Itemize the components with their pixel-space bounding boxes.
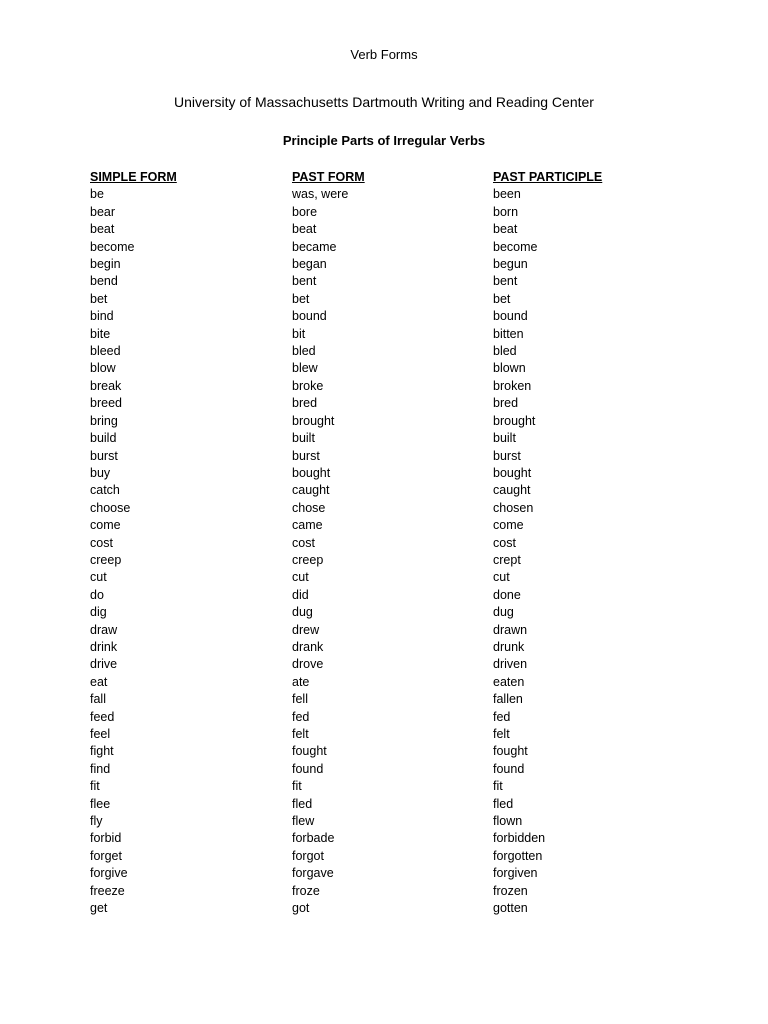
simple-form-cell: breed: [90, 396, 122, 411]
table-row: [90, 360, 690, 377]
past-participle-cell: fit: [493, 779, 503, 794]
past-form-cell: bore: [292, 204, 318, 219]
past-form-cell: froze: [292, 883, 320, 898]
past-form-cell: bought: [292, 465, 331, 480]
past-participle-cell: become: [493, 239, 538, 254]
past-participle-cell: gotten: [493, 901, 528, 916]
table-row: [90, 221, 690, 238]
table-row: [90, 239, 690, 256]
past-participle-cell: blown: [493, 361, 526, 376]
simple-form-cell: fly: [90, 814, 103, 829]
simple-form-cell: forbid: [90, 831, 122, 846]
past-participle-cell: frozen: [493, 883, 528, 898]
simple-form-cell: forget: [90, 848, 122, 863]
past-form-cell: caught: [292, 483, 330, 498]
header-past-participle: PAST PARTICIPLE: [493, 170, 603, 184]
simple-form-cell: beat: [90, 222, 115, 237]
simple-form-cell: freeze: [90, 883, 125, 898]
past-form-cell: got: [292, 901, 310, 916]
table-row: [90, 273, 690, 290]
simple-form-cell: eat: [90, 674, 108, 689]
past-form-cell: creep: [292, 552, 324, 567]
table-row: [90, 413, 690, 430]
past-participle-cell: come: [493, 518, 524, 533]
past-participle-cell: fought: [493, 744, 528, 759]
past-participle-cell: fled: [493, 796, 514, 811]
simple-form-cell: get: [90, 901, 108, 916]
past-form-cell: flew: [292, 814, 315, 829]
simple-form-cell: flee: [90, 796, 111, 811]
table-row: [90, 604, 690, 621]
table-row: [90, 326, 690, 343]
table-row: [90, 796, 690, 813]
simple-form-cell: be: [90, 187, 104, 202]
simple-form-cell: build: [90, 431, 117, 446]
simple-form-cell: feel: [90, 727, 111, 741]
past-form-cell: cut: [292, 570, 309, 585]
table-row: [90, 778, 690, 795]
past-form-cell: broke: [292, 378, 324, 393]
simple-form-cell: bind: [90, 309, 114, 324]
table-row: [90, 465, 690, 482]
simple-form-cell: come: [90, 518, 121, 533]
past-form-cell: fit: [292, 779, 302, 794]
past-participle-cell: found: [493, 761, 525, 776]
past-participle-cell: broken: [493, 378, 532, 393]
past-form-cell: forbade: [292, 831, 335, 846]
simple-form-cell: burst: [90, 448, 118, 463]
simple-form-cell: catch: [90, 483, 120, 498]
past-participle-cell: beat: [493, 222, 518, 237]
simple-form-cell: blow: [90, 361, 116, 376]
past-form-cell: forgot: [292, 848, 324, 863]
simple-form-cell: creep: [90, 552, 122, 567]
simple-form-cell: bear: [90, 204, 116, 219]
past-participle-cell: bound: [493, 309, 528, 324]
table-row: [90, 622, 690, 639]
past-participle-cell: fed: [493, 709, 511, 724]
past-participle-cell: forbidden: [493, 831, 546, 846]
past-form-cell: bit: [292, 326, 306, 341]
table-row: [90, 848, 690, 865]
organization-title: University of Massachusetts Dartmouth Writing and Reading Center: [174, 94, 594, 110]
simple-form-cell: cut: [90, 570, 107, 585]
table-row: [90, 743, 690, 760]
past-form-cell: felt: [292, 727, 309, 741]
past-participle-cell: built: [493, 431, 516, 446]
past-participle-cell: driven: [493, 657, 528, 672]
past-participle-cell: bitten: [493, 326, 524, 341]
table-row: [90, 674, 690, 691]
table-row: [90, 308, 690, 325]
simple-form-cell: cost: [90, 535, 113, 550]
table-row: [90, 587, 690, 604]
past-participle-cell: brought: [493, 413, 536, 428]
simple-form-cell: fall: [90, 692, 106, 707]
past-form-cell: fed: [292, 709, 310, 724]
past-participle-cell: crept: [493, 552, 521, 567]
table-row: [90, 726, 690, 743]
simple-form-cell: draw: [90, 622, 118, 637]
past-form-cell: found: [292, 761, 324, 776]
simple-form-cell: bring: [90, 413, 118, 428]
simple-form-cell: bleed: [90, 344, 121, 359]
table-row: [90, 378, 690, 395]
simple-form-cell: drink: [90, 639, 118, 654]
simple-form-cell: dig: [90, 605, 107, 620]
past-participle-cell: eaten: [493, 674, 525, 689]
header-simple-form: SIMPLE FORM: [90, 170, 177, 184]
past-participle-cell: begun: [493, 257, 528, 272]
past-participle-cell: forgiven: [493, 866, 538, 881]
past-participle-cell: flown: [493, 814, 523, 829]
past-form-cell: forgave: [292, 866, 334, 881]
header-past-form: PAST FORM: [292, 170, 365, 184]
past-form-cell: bred: [292, 396, 318, 411]
past-participle-cell: done: [493, 587, 521, 602]
past-participle-cell: bled: [493, 344, 517, 359]
table-row: [90, 291, 690, 308]
table-row: [90, 395, 690, 412]
past-form-cell: burst: [292, 448, 320, 463]
table-row: [90, 639, 690, 656]
simple-form-cell: drive: [90, 657, 118, 672]
past-form-cell: began: [292, 257, 327, 272]
past-participle-cell: dug: [493, 605, 514, 620]
past-participle-cell: forgotten: [493, 848, 543, 863]
simple-form-cell: begin: [90, 257, 121, 272]
past-form-cell: bent: [292, 274, 317, 289]
table-row: [90, 865, 690, 882]
table-row: [90, 186, 690, 203]
table-row: [90, 830, 690, 847]
past-form-cell: ate: [292, 674, 310, 689]
table-row: [90, 761, 690, 778]
table-row: [90, 900, 690, 917]
simple-form-cell: become: [90, 239, 135, 254]
table-row: [90, 343, 690, 360]
table-row: [90, 482, 690, 499]
past-form-cell: was, were: [292, 187, 349, 202]
section-title: Principle Parts of Irregular Verbs: [282, 133, 486, 148]
past-participle-cell: bred: [493, 396, 519, 411]
simple-form-cell: bet: [90, 291, 108, 306]
table-row: [90, 552, 690, 569]
past-participle-cell: burst: [493, 448, 521, 463]
past-form-cell: cost: [292, 535, 315, 550]
simple-form-cell: forgive: [90, 866, 128, 881]
table-row: [90, 204, 690, 221]
past-form-cell: brought: [292, 413, 335, 428]
past-participle-cell: fallen: [493, 692, 523, 707]
past-participle-cell: cut: [493, 570, 510, 585]
simple-form-cell: buy: [90, 465, 111, 480]
simple-form-cell: bend: [90, 274, 118, 289]
past-participle-cell: felt: [493, 727, 510, 741]
simple-form-cell: do: [90, 587, 104, 602]
past-form-cell: bound: [292, 309, 327, 324]
past-form-cell: fled: [292, 796, 313, 811]
table-row: [90, 656, 690, 673]
table-header: [90, 169, 690, 186]
past-form-cell: drew: [292, 622, 320, 637]
past-participle-cell: born: [493, 204, 519, 219]
past-participle-cell: bent: [493, 274, 518, 289]
table-body: [90, 186, 690, 917]
past-form-cell: fought: [292, 744, 327, 759]
past-form-cell: blew: [292, 361, 318, 376]
past-form-cell: beat: [292, 222, 317, 237]
past-participle-cell: bet: [493, 291, 511, 306]
past-participle-cell: drunk: [493, 639, 525, 654]
table-row: [90, 517, 690, 534]
past-form-cell: drank: [292, 639, 324, 654]
past-participle-cell: cost: [493, 535, 516, 550]
table-row: [90, 448, 690, 465]
past-participle-cell: drawn: [493, 622, 528, 637]
past-participle-cell: been: [493, 187, 521, 202]
table-row: [90, 813, 690, 830]
past-form-cell: bled: [292, 344, 316, 359]
past-form-cell: came: [292, 518, 323, 533]
past-form-cell: dug: [292, 605, 313, 620]
past-form-cell: did: [292, 587, 309, 602]
simple-form-cell: bite: [90, 326, 111, 341]
past-participle-cell: caught: [493, 483, 531, 498]
simple-form-cell: fit: [90, 779, 100, 794]
simple-form-cell: fight: [90, 744, 114, 759]
table-row: [90, 256, 690, 273]
past-form-cell: fell: [292, 692, 308, 707]
past-form-cell: built: [292, 431, 315, 446]
table-row: [90, 709, 690, 726]
past-participle-cell: chosen: [493, 500, 534, 515]
simple-form-cell: find: [90, 761, 111, 776]
header-row: [90, 169, 690, 186]
irregular-verbs-table: [90, 169, 690, 917]
past-form-cell: drove: [292, 657, 324, 672]
table-row: [90, 569, 690, 586]
table-row: [90, 500, 690, 517]
document-title: Verb Forms: [350, 47, 418, 62]
past-form-cell: became: [292, 239, 337, 254]
simple-form-cell: feed: [90, 709, 115, 724]
simple-form-cell: break: [90, 378, 122, 393]
table-row: [90, 691, 690, 708]
table-row: [90, 883, 690, 900]
simple-form-cell: choose: [90, 500, 131, 515]
table-row: [90, 535, 690, 552]
past-form-cell: chose: [292, 500, 326, 515]
table-row: [90, 430, 690, 447]
past-form-cell: bet: [292, 291, 310, 306]
past-participle-cell: bought: [493, 465, 532, 480]
